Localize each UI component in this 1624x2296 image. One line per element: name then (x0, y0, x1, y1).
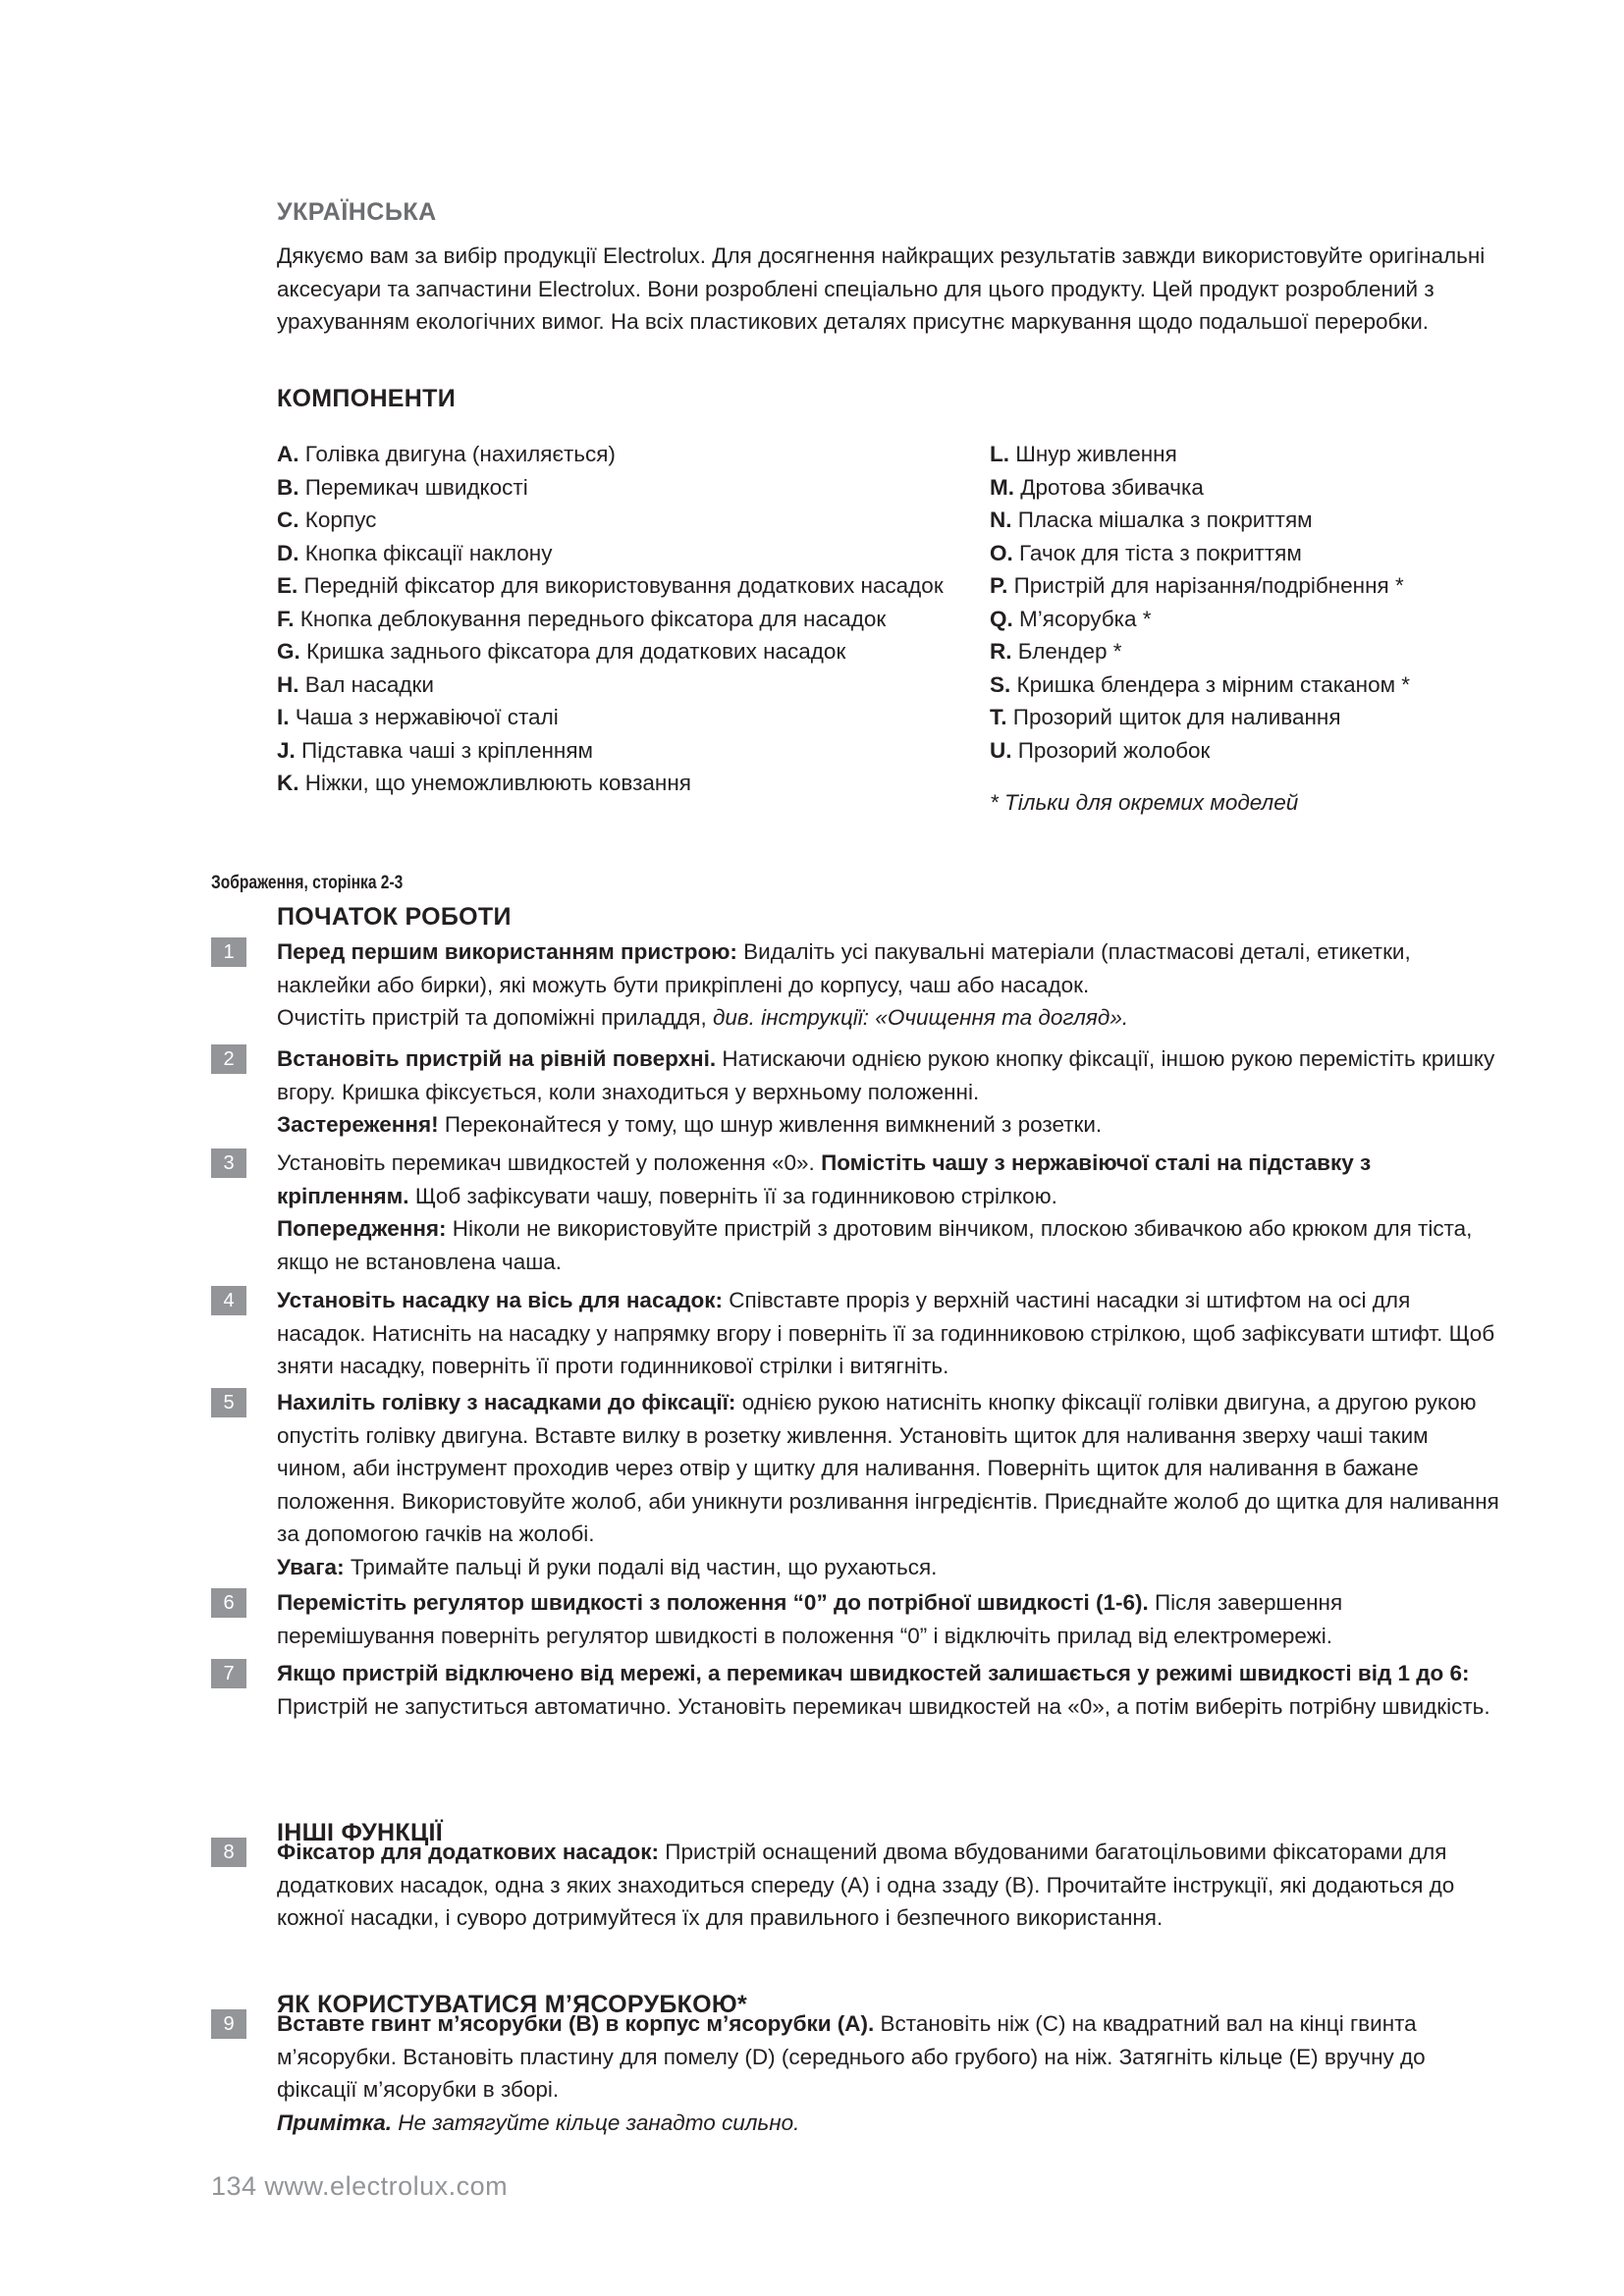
step-plain-text: Видаліть усі пакувальні матеріали (пластмасові деталі, етикетки, наклейки або бирки), які можуть бути прикріплені до корпусу, чаш або насадок. (277, 939, 1411, 997)
component-key: D. (277, 540, 299, 565)
component-item (277, 734, 945, 768)
component-key: J. (277, 737, 296, 763)
step-bold-text: Застереження! (277, 1112, 439, 1137)
component-key: K. (277, 771, 299, 795)
component-label: Корпус (298, 507, 377, 532)
step-text (277, 1284, 1499, 1383)
step-paragraph (277, 1108, 1499, 1142)
step-text (277, 1586, 1499, 1652)
component-label: Гачок для тіста з покриттям (1012, 540, 1302, 565)
step-text (277, 935, 1499, 1035)
component-key: I. (277, 705, 290, 729)
component-item (277, 603, 945, 636)
component-item (990, 569, 1510, 603)
component-label: Пласка мішалка з покриттям (1011, 507, 1313, 532)
component-label: Голівка двигуна (нахиляється) (298, 442, 616, 466)
step-text (277, 2007, 1499, 2139)
step-number-badge: 6 (211, 1588, 246, 1618)
step-plain-text: Щоб зафіксувати чашу, поверніть її за годинниковою стрілкою. (408, 1183, 1057, 1208)
component-key: O. (990, 540, 1013, 565)
step-paragraph (277, 1001, 1499, 1035)
component-key: L. (990, 442, 1009, 466)
step-bold-text: Перемістіть регулятор швидкості з положення “0” до потрібної швидкості (1-6). (277, 1590, 1149, 1615)
component-label: Пристрій для нарізання/подрібнення * (1007, 573, 1404, 598)
intro-paragraph: Дякуємо вам за вибір продукції Electrolux. Для досягнення найкращих результатів завжди використовуйте оригінальні аксесуари та запчастини Electrolux. Вони розроблені спеціально для цього продукту. Цей продукт розроблений з урахуванням екологічних вимог. На всіх пластикових деталях присутнє маркування щодо подальшої переробки. (277, 243, 1486, 334)
component-label: Шнур живлення (1009, 442, 1177, 466)
component-key: S. (990, 671, 1011, 697)
step-paragraph (277, 1836, 1499, 1935)
component-item (990, 701, 1510, 734)
step-plain-text: Переконайтеся у тому, що шнур живлення вимкнений з розетки. (438, 1112, 1103, 1137)
step-plain-text: Установіть перемикач швидкостей у положення «0». (277, 1150, 822, 1175)
component-key: T. (990, 705, 1007, 729)
component-label: Прозорий жолобок (1011, 737, 1211, 763)
step-paragraph (277, 1284, 1499, 1383)
components-note: * Тільки для окремих моделей (990, 790, 1299, 815)
components-heading: КОМПОНЕНТИ (277, 385, 456, 412)
component-item (990, 734, 1510, 768)
step-bold-text: Вставте гвинт м’ясорубки (B) в корпус м’ясорубки (A). (277, 2011, 875, 2036)
component-label: Перемикач швидкості (298, 474, 528, 500)
components-right-column (990, 438, 1510, 820)
component-key: R. (990, 639, 1012, 664)
component-label: Кришка заднього фіксатора для додаткових насадок (299, 639, 846, 664)
step-plain-text: Встановіть ніж (C) на квадратний вал на кінці гвинта м’ясорубки. Встановіть пластину для помелу (D) (середнього або грубого) на ніж. Затягніть кільце (E) вручну до фіксації м’ясорубки в зборі. (277, 2011, 1426, 2102)
component-key: A. (277, 442, 299, 466)
step-number-badge: 1 (211, 937, 246, 967)
step-bold-text: Попередження: (277, 1216, 447, 1241)
component-key: G. (277, 639, 300, 664)
step-bold-text: Помістіть чашу з нержавіючої сталі на підставку з кріпленням. (277, 1150, 1372, 1208)
components-left-column (277, 438, 945, 800)
step-plain-text: Тримайте пальці й руки подалі від частин, що рухаються. (344, 1554, 938, 1579)
step-paragraph (277, 1657, 1499, 1723)
component-item (277, 569, 945, 603)
step-plain-text: Співставте проріз у верхній частині насадки зі штифтом на осі для насадок. Натисніть на насадку у напрямку вгору і поверніть її за годинниковою стрілкою, щоб зафіксувати штифт. Щоб зняти насадку, поверніть її проти годинникової стрілки і витягніть. (277, 1288, 1495, 1378)
component-label: Чаша з нержавіючої сталі (289, 705, 559, 729)
step-paragraph (277, 1551, 1499, 1584)
step-plain-text: Пристрій оснащений двома вбудованими багатоцільовими фіксаторами для додаткових насадок, одна з яких знаходиться спереду (A) і одна ззаду (B). Прочитайте інструкції, які додаються до кожної насадки, і суворо дотримуйтеся їх для правильного і безпечного використання. (277, 1840, 1455, 1930)
component-item (277, 635, 945, 668)
component-item (277, 438, 945, 471)
component-label: Прозорий щиток для наливання (1006, 705, 1341, 729)
step-paragraph (277, 1212, 1499, 1278)
step-number-badge: 3 (211, 1148, 246, 1178)
component-label: Блендер * (1011, 639, 1122, 664)
step-plain-text: Натискаючи однією рукою кнопку фіксації, іншою рукою перемістіть кришку вгору. Кришка фіксується, коли знаходиться у верхньому положенні. (277, 1046, 1495, 1104)
step-plain-text: Після завершення перемішування поверніть регулятор швидкості в положення “0” і відключіть прилад від електромережі. (277, 1590, 1343, 1648)
step-number-badge: 8 (211, 1838, 246, 1867)
component-key: N. (990, 507, 1012, 532)
component-item (277, 504, 945, 537)
component-key: C. (277, 507, 299, 532)
component-item (990, 471, 1510, 505)
footer-page-url: 134 www.electrolux.com (211, 2171, 509, 2201)
step-number-badge: 9 (211, 2009, 246, 2039)
step-plain-text: Пристрій не запуститься автоматично. Установіть перемикач швидкостей на «0», а потім виберіть потрібну швидкість. (277, 1693, 1490, 1719)
component-key: E. (277, 573, 298, 598)
component-item (277, 701, 945, 734)
step-bold-text: Установіть насадку на вісь для насадок: (277, 1288, 724, 1312)
component-item (990, 668, 1510, 702)
component-label: М’ясорубка * (1012, 606, 1152, 631)
component-item (990, 504, 1510, 537)
step-number-badge: 4 (211, 1286, 246, 1315)
component-key: P. (990, 573, 1008, 598)
step-bold-text: Перед першим використанням пристрою: (277, 939, 737, 964)
step-paragraph (277, 2107, 1499, 2140)
component-key: Q. (990, 606, 1013, 631)
component-label: Кришка блендера з мірним стаканом * (1010, 671, 1411, 697)
step-bold-italic-text: Примітка. (277, 2109, 393, 2135)
component-label: Кнопка фіксації наклону (298, 540, 553, 565)
component-key: B. (277, 474, 299, 500)
step-plain-text: Очистіть пристрій та допоміжні приладдя, (277, 1005, 713, 1030)
getting-started-heading: ПОЧАТОК РОБОТИ (277, 903, 512, 931)
component-label: Передній фіксатор для використовування додаткових насадок (298, 573, 944, 598)
component-item (277, 668, 945, 702)
figure-reference: Зображення, сторінка 2-3 (211, 873, 404, 893)
step-text (277, 1836, 1499, 1935)
step-plain-text: Ніколи не використовуйте пристрій з дротовим вінчиком, плоскою збивачкою або крюком для тіста, якщо не встановлена чаша. (277, 1216, 1473, 1274)
component-item (990, 438, 1510, 471)
component-key: F. (277, 606, 295, 631)
step-paragraph (277, 1586, 1499, 1652)
step-paragraph (277, 2007, 1499, 2107)
component-label: Підставка чаші з кріпленням (295, 737, 593, 763)
component-item (990, 537, 1510, 570)
component-key: M. (990, 474, 1014, 500)
step-bold-text: Фіксатор для додаткових насадок: (277, 1840, 660, 1864)
component-item (990, 635, 1510, 668)
step-italic-text: див. інструкції: «Очищення та догляд». (712, 1005, 1129, 1030)
step-bold-text: Нахиліть голівку з насадками до фіксації: (277, 1390, 736, 1415)
step-number-badge: 5 (211, 1388, 246, 1417)
component-item (277, 471, 945, 505)
component-key: H. (277, 671, 299, 697)
step-bold-text: Увага: (277, 1554, 345, 1579)
component-item (990, 603, 1510, 636)
component-label: Дротова збивачка (1014, 474, 1204, 500)
step-paragraph (277, 1386, 1499, 1551)
component-item (277, 537, 945, 570)
step-bold-text: Встановіть пристрій на рівній поверхні. (277, 1046, 717, 1071)
component-label: Ніжки, що унеможливлюють ковзання (298, 771, 691, 795)
step-paragraph (277, 1042, 1499, 1108)
language-title: УКРАЇНСЬКА (277, 198, 437, 226)
step-plain-text: однією рукою натисніть кнопку фіксації голівки двигуна, а другою рукою опустіть голівку двигуна. Вставте вилку в розетку живлення. Установіть щиток для наливання зверху чаші таким чином, аби інструмент проходив через отвір у щитку для наливання. Поверніть щиток для наливання в бажане положення. Використовуйте жолоб, аби уникнути розливання інгредієнтів. Приєднайте жолоб до щитка для наливання за допомогою гачків на жолобі. (277, 1390, 1499, 1546)
component-key: U. (990, 737, 1012, 763)
component-item (277, 767, 945, 800)
step-text (277, 1042, 1499, 1142)
step-paragraph (277, 1147, 1499, 1212)
step-paragraph (277, 935, 1499, 1001)
component-label: Кнопка деблокування переднього фіксатора для насадок (294, 606, 887, 631)
step-number-badge: 7 (211, 1659, 246, 1688)
step-number-badge: 2 (211, 1044, 246, 1074)
meat-grinder-heading: ЯК КОРИСТУВАТИСЯ М’ЯСОРУБКОЮ* (277, 1991, 747, 2018)
step-italic-text: Не затягуйте кільце занадто сильно. (392, 2109, 800, 2135)
step-text (277, 1147, 1499, 1278)
component-label: Вал насадки (298, 671, 434, 697)
step-text (277, 1657, 1499, 1723)
step-bold-text: Якщо пристрій відключено від мережі, а перемикач швидкостей залишається у режимі швидкості від 1 до 6: (277, 1661, 1470, 1685)
other-functions-heading: ІНШІ ФУНКЦІЇ (277, 1819, 443, 1846)
step-text (277, 1386, 1499, 1583)
